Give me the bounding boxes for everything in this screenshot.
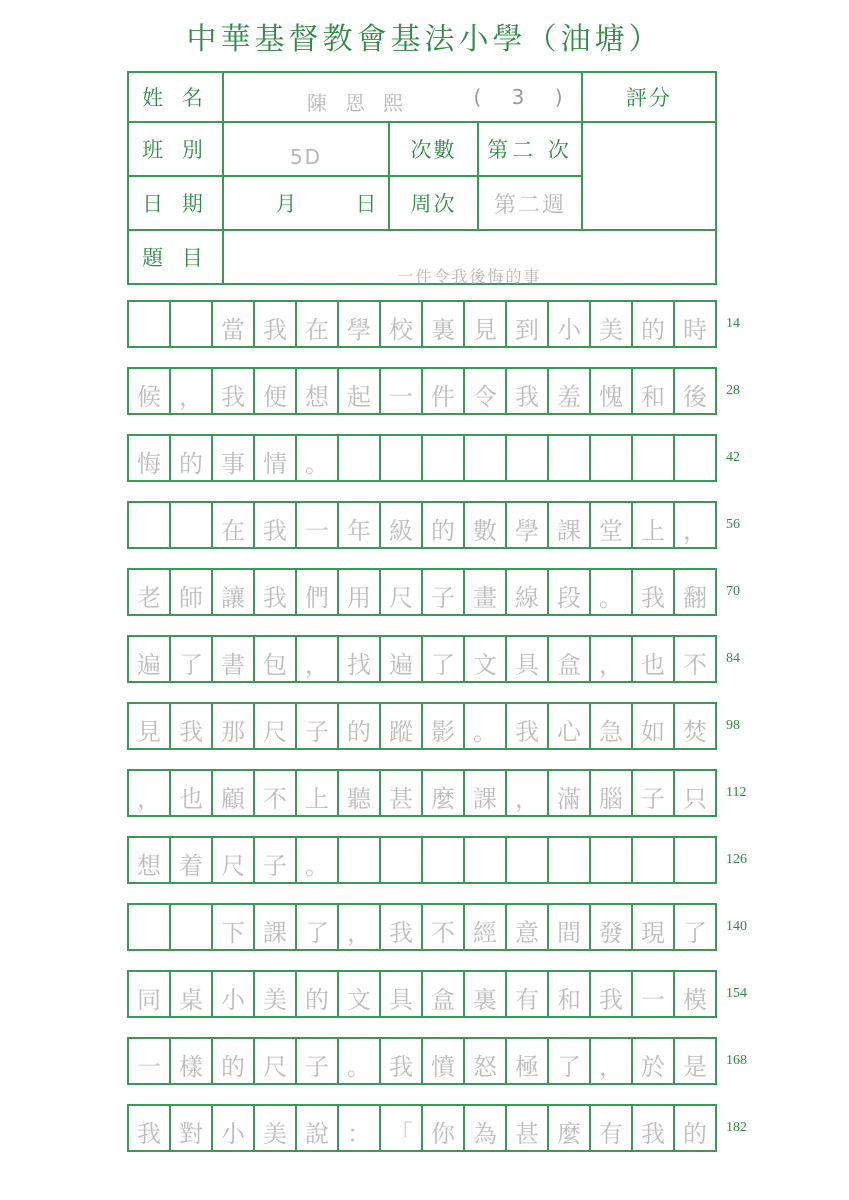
grid-cell: 課 xyxy=(549,503,591,547)
grid-cell: 影 xyxy=(423,704,465,748)
grid-cell xyxy=(675,838,715,882)
grid-cell: 急 xyxy=(591,704,633,748)
topic-value: 一件令我後悔的事 xyxy=(397,266,542,286)
grid-cell: 子 xyxy=(297,1039,339,1083)
grid-cell: 聽 xyxy=(339,771,381,815)
school-title: 中華基督教會基法小學（油塘） xyxy=(186,22,663,57)
grid-cell: 。 xyxy=(297,838,339,882)
grid-row xyxy=(127,836,717,884)
grid-cell: 子 xyxy=(423,570,465,614)
grid-row xyxy=(127,903,717,951)
grid-cell: 經 xyxy=(465,905,507,949)
grid-cell: 學 xyxy=(507,503,549,547)
grid-cell: 了 xyxy=(683,918,707,947)
grid-cell: 我 xyxy=(255,503,297,547)
week-label: 周次 xyxy=(410,192,457,216)
grid-cell: 文 xyxy=(339,972,381,1016)
grid-cell xyxy=(549,838,591,882)
grid-cell: 子 xyxy=(297,704,339,748)
grid-cell: 桌 xyxy=(171,972,213,1016)
grid-cell: 滿 xyxy=(549,771,591,815)
grid-cell: 級 xyxy=(381,503,423,547)
grid-cell: 是 xyxy=(683,1052,707,1081)
grid-cell: 的 xyxy=(213,1039,255,1083)
grid-cell xyxy=(633,838,675,882)
grid-cell: 發 xyxy=(591,905,633,949)
grid-cell: 我 xyxy=(381,1039,423,1083)
grid-row xyxy=(127,970,717,1018)
grid-cell: 和 xyxy=(549,972,591,1016)
grid-cell xyxy=(507,838,549,882)
grid-cell xyxy=(423,838,465,882)
grid-cell xyxy=(129,302,171,346)
grid-row xyxy=(127,568,717,616)
grid-cell: 我 xyxy=(381,905,423,949)
grid-cell: 情 xyxy=(255,436,297,480)
grid-cell xyxy=(339,436,381,480)
grid-cell: ， xyxy=(171,369,213,413)
grid-cell: 翻 xyxy=(683,583,707,612)
grid-cell xyxy=(633,436,675,480)
grid-cell: 我 xyxy=(633,1106,675,1150)
grid-cell: 極 xyxy=(507,1039,549,1083)
grid-cell: 盒 xyxy=(549,637,591,681)
grid-cell: 老 xyxy=(129,570,171,614)
grid-cell: ： xyxy=(339,1106,381,1150)
grid-cell xyxy=(129,503,171,547)
grid-cell xyxy=(171,905,213,949)
grid-cell xyxy=(129,905,171,949)
name-value: 陳恩熙 xyxy=(307,90,421,115)
grid-cell: 悔 xyxy=(129,436,171,480)
grid-cell xyxy=(423,436,465,480)
grid-cell: 一 xyxy=(297,503,339,547)
grid-cell: 想 xyxy=(297,369,339,413)
grid-cell: 的 xyxy=(297,972,339,1016)
grid-cell: 的 xyxy=(683,1119,707,1148)
grid-cell: ， xyxy=(297,637,339,681)
grid-cell: 你 xyxy=(423,1106,465,1150)
name-label: 姓 名 xyxy=(142,86,209,110)
grid-cell: 子 xyxy=(633,771,675,815)
grid-cell: ， xyxy=(339,905,381,949)
grid-cell: 不 xyxy=(255,771,297,815)
grid-cell: 尺 xyxy=(255,704,297,748)
character-count: 154 xyxy=(726,986,747,1001)
grid-cell: 我 xyxy=(255,570,297,614)
grid-cell: 當 xyxy=(213,302,255,346)
grid-cell: 同 xyxy=(129,972,171,1016)
date-day-label: 日 xyxy=(355,192,383,216)
grid-cell: 便 xyxy=(255,369,297,413)
grid-cell: 只 xyxy=(683,784,707,813)
grid-cell: 見 xyxy=(465,302,507,346)
grid-cell: 一 xyxy=(633,972,675,1016)
character-count: 14 xyxy=(726,316,740,331)
grid-cell: 盒 xyxy=(423,972,465,1016)
grid-cell xyxy=(465,436,507,480)
grid-cell: 為 xyxy=(465,1106,507,1150)
grid-row xyxy=(127,1104,717,1152)
grid-cell: 師 xyxy=(171,570,213,614)
grid-cell: 裏 xyxy=(465,972,507,1016)
grid-row xyxy=(127,702,717,750)
grid-row xyxy=(127,434,717,482)
grid-cell: 我 xyxy=(213,369,255,413)
grid-cell: 小 xyxy=(213,972,255,1016)
grid-cell: 說 xyxy=(297,1106,339,1150)
grid-cell: 尺 xyxy=(213,838,255,882)
character-count: 42 xyxy=(726,450,740,465)
grid-cell: 在 xyxy=(297,302,339,346)
grid-cell: 麼 xyxy=(423,771,465,815)
character-count: 182 xyxy=(726,1120,747,1135)
grid-cell: 有 xyxy=(507,972,549,1016)
grid-cell: 上 xyxy=(633,503,675,547)
grid-cell: 小 xyxy=(549,302,591,346)
grid-cell: 。 xyxy=(339,1039,381,1083)
grid-cell: 心 xyxy=(549,704,591,748)
grid-cell: 時 xyxy=(683,315,707,344)
character-count: 84 xyxy=(726,651,740,666)
grid-cell: 我 xyxy=(633,570,675,614)
grid-cell: 不 xyxy=(683,650,707,679)
grid-cell: 不 xyxy=(423,905,465,949)
grid-cell: 課 xyxy=(465,771,507,815)
grid-cell: 裏 xyxy=(423,302,465,346)
grid-cell: 顧 xyxy=(213,771,255,815)
grid-cell: 也 xyxy=(171,771,213,815)
grid-cell: 的 xyxy=(171,436,213,480)
grid-cell: 間 xyxy=(549,905,591,949)
grid-cell: 着 xyxy=(171,838,213,882)
grid-row xyxy=(127,769,717,817)
grid-cell xyxy=(591,436,633,480)
grid-cell: 。 xyxy=(591,570,633,614)
grid-row xyxy=(127,501,717,549)
grid-cell: 見 xyxy=(129,704,171,748)
grid-cell: 。 xyxy=(297,436,339,480)
grid-cell: 書 xyxy=(213,637,255,681)
date-label: 日 期 xyxy=(142,192,209,216)
grid-cell: 上 xyxy=(297,771,339,815)
grid-cell xyxy=(591,838,633,882)
character-count: 28 xyxy=(726,383,740,398)
grid-cell: 校 xyxy=(381,302,423,346)
grid-cell: 甚 xyxy=(507,1106,549,1150)
grid-cell: 找 xyxy=(339,637,381,681)
grid-cell: 起 xyxy=(339,369,381,413)
grid-cell: 我 xyxy=(129,1106,171,1150)
grid-cell: 腦 xyxy=(591,771,633,815)
grid-cell: 一 xyxy=(129,1039,171,1083)
grid-cell: 候 xyxy=(129,369,171,413)
grid-cell: 具 xyxy=(507,637,549,681)
grid-cell: 如 xyxy=(633,704,675,748)
grid-cell: 線 xyxy=(507,570,549,614)
grid-cell: 我 xyxy=(591,972,633,1016)
grid-cell: ， xyxy=(591,637,633,681)
grid-cell: 的 xyxy=(423,503,465,547)
attempt-label: 次數 xyxy=(410,138,457,162)
grid-cell: 段 xyxy=(549,570,591,614)
grid-cell: 愧 xyxy=(591,369,633,413)
grid-cell: 一 xyxy=(381,369,423,413)
grid-cell xyxy=(549,436,591,480)
grid-cell: 我 xyxy=(255,302,297,346)
grid-cell xyxy=(381,436,423,480)
grid-row xyxy=(127,367,717,415)
character-count: 168 xyxy=(726,1053,747,1068)
grid-cell: 了 xyxy=(297,905,339,949)
grid-cell: 了 xyxy=(549,1039,591,1083)
grid-cell: 有 xyxy=(591,1106,633,1150)
grid-cell: 我 xyxy=(507,704,549,748)
grid-cell: 我 xyxy=(171,704,213,748)
grid-cell: 後 xyxy=(683,382,707,411)
grid-cell: 包 xyxy=(255,637,297,681)
grid-cell: 對 xyxy=(171,1106,213,1150)
week-value: 第二週 xyxy=(493,192,566,218)
grid-cell: 用 xyxy=(339,570,381,614)
grid-cell: 現 xyxy=(633,905,675,949)
grid-row xyxy=(127,1037,717,1085)
grid-cell: ， xyxy=(507,771,549,815)
grid-cell: 小 xyxy=(213,1106,255,1150)
grid-cell: 甚 xyxy=(381,771,423,815)
grid-cell: ， xyxy=(591,1039,633,1083)
grid-cell: 我 xyxy=(507,369,549,413)
grid-cell: 們 xyxy=(297,570,339,614)
grid-cell: 具 xyxy=(381,972,423,1016)
grid-cell: 讓 xyxy=(213,570,255,614)
grid-cell: ， xyxy=(683,516,707,545)
character-count: 70 xyxy=(726,584,740,599)
grid-cell: 到 xyxy=(507,302,549,346)
grid-cell: 模 xyxy=(683,985,707,1014)
grid-cell xyxy=(675,436,715,480)
grid-cell xyxy=(171,503,213,547)
class-value: 5D xyxy=(289,145,323,169)
grid-cell: ， xyxy=(129,771,171,815)
grid-cell: 意 xyxy=(507,905,549,949)
grid-cell xyxy=(171,302,213,346)
grid-cell: 。 xyxy=(465,704,507,748)
grid-cell: 了 xyxy=(171,637,213,681)
grid-cell: 焚 xyxy=(683,717,707,746)
grid-cell: 文 xyxy=(465,637,507,681)
grid-cell: 堂 xyxy=(591,503,633,547)
grid-cell: 樣 xyxy=(171,1039,213,1083)
grid-cell: 和 xyxy=(633,369,675,413)
grid-cell: 下 xyxy=(213,905,255,949)
score-box xyxy=(583,123,715,229)
grid-cell: 子 xyxy=(255,838,297,882)
character-count: 126 xyxy=(726,852,747,867)
grid-row xyxy=(127,300,717,348)
topic-label: 題 目 xyxy=(142,246,209,270)
grid-cell: 「 xyxy=(381,1106,423,1150)
grid-cell: 那 xyxy=(213,704,255,748)
grid-cell: 想 xyxy=(129,838,171,882)
grid-cell: 羞 xyxy=(549,369,591,413)
date-month-label: 月 xyxy=(275,192,303,216)
grid-cell: 也 xyxy=(633,637,675,681)
grid-cell: 了 xyxy=(423,637,465,681)
character-count: 112 xyxy=(726,785,747,800)
grid-cell xyxy=(339,838,381,882)
grid-cell: 美 xyxy=(255,972,297,1016)
grid-cell: 課 xyxy=(255,905,297,949)
grid-cell: 怒 xyxy=(465,1039,507,1083)
attempt-value: 第二 次 xyxy=(487,138,573,162)
class-number: ( 3 ) xyxy=(473,85,575,109)
class-label: 班 別 xyxy=(142,138,209,162)
grid-cell: 的 xyxy=(339,704,381,748)
grid-cell: 在 xyxy=(213,503,255,547)
grid-cell: 畫 xyxy=(465,570,507,614)
grid-cell: 遍 xyxy=(129,637,171,681)
character-count: 98 xyxy=(726,718,740,733)
grid-row xyxy=(127,635,717,683)
grid-cell: 年 xyxy=(339,503,381,547)
grid-cell: 令 xyxy=(465,369,507,413)
grid-cell: 蹤 xyxy=(381,704,423,748)
character-count: 56 xyxy=(726,517,740,532)
grid-cell: 件 xyxy=(423,369,465,413)
grid-cell: 尺 xyxy=(255,1039,297,1083)
grid-cell xyxy=(465,838,507,882)
grid-cell: 的 xyxy=(633,302,675,346)
header-form xyxy=(127,71,717,285)
score-label: 評分 xyxy=(626,86,672,110)
grid-cell: 數 xyxy=(465,503,507,547)
grid-cell: 事 xyxy=(213,436,255,480)
grid-cell: 美 xyxy=(591,302,633,346)
grid-cell: 美 xyxy=(255,1106,297,1150)
grid-cell: 尺 xyxy=(381,570,423,614)
grid-cell: 於 xyxy=(633,1039,675,1083)
grid-cell: 麼 xyxy=(549,1106,591,1150)
grid-cell xyxy=(381,838,423,882)
character-count: 140 xyxy=(726,919,747,934)
grid-cell xyxy=(507,436,549,480)
grid-cell: 憤 xyxy=(423,1039,465,1083)
grid-cell: 學 xyxy=(339,302,381,346)
grid-cell: 遍 xyxy=(381,637,423,681)
